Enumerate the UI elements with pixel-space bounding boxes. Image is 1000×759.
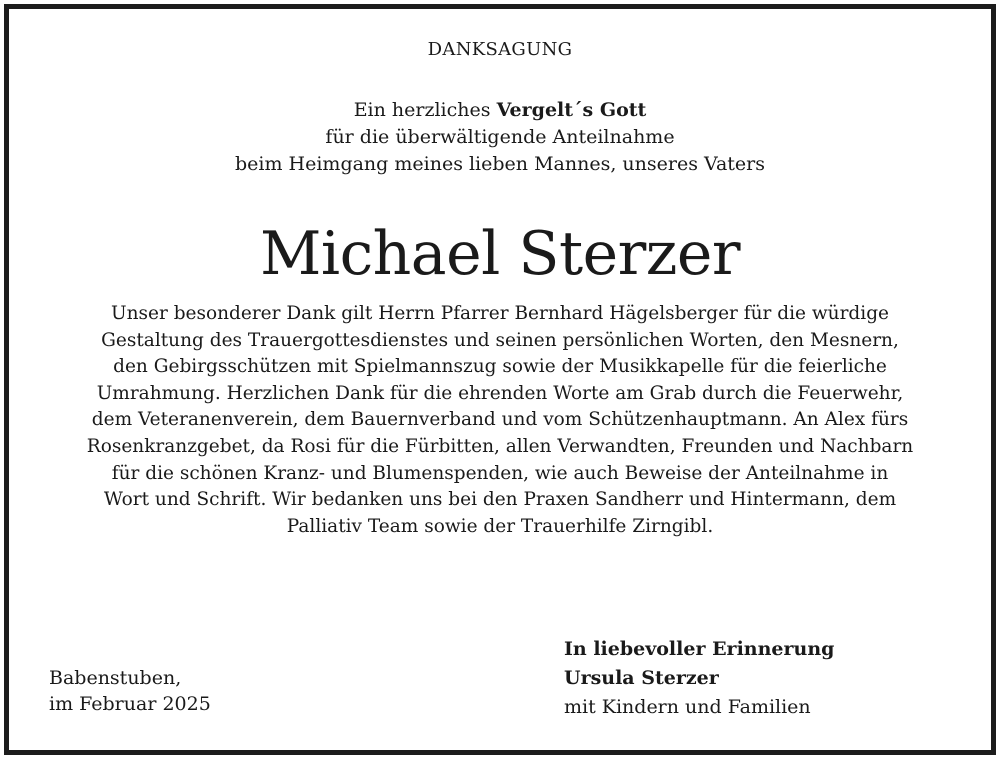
signature-line-1: In liebevoller Erinnerung bbox=[564, 638, 835, 660]
deceased-name: Michael Sterzer bbox=[259, 219, 741, 289]
heading: DANKSAGUNG bbox=[427, 39, 573, 60]
body-line: Rosenkranzgebet, da Rosi für die Fürbitten, allen Verwandten, Freunden und Nachbarn bbox=[86, 435, 914, 457]
intro-line-1-bold: Vergelt´s Gott bbox=[496, 99, 647, 121]
place-date: im Februar 2025 bbox=[49, 693, 211, 715]
obituary-frame bbox=[4, 4, 996, 755]
body-line: den Gebirgsschützen mit Spielmannszug sowie der Musikkapelle für die feierliche bbox=[113, 356, 887, 378]
place-town: Babenstuben, bbox=[49, 667, 182, 689]
body-line: dem Veteranenverein, dem Bauernverband und vom Schützenhauptmann. An Alex fürs bbox=[91, 409, 909, 431]
signature-line-3: mit Kindern und Familien bbox=[564, 696, 811, 718]
signature-name: Ursula Sterzer bbox=[564, 667, 719, 689]
body-line: Umrahmung. Herzlichen Dank für die ehrenden Worte am Grab durch die Feuerwehr, bbox=[96, 382, 904, 404]
intro-line-1 bbox=[9, 97, 991, 124]
body-text bbox=[29, 301, 971, 540]
place-and-date bbox=[49, 665, 211, 717]
intro-line-3: beim Heimgang meines lieben Mannes, unseres Vaters bbox=[235, 153, 765, 175]
intro-line-2: für die überwältigende Anteilnahme bbox=[325, 126, 675, 148]
body-line: Wort und Schrift. Wir bedanken uns bei den Praxen Sandherr und Hintermann, dem bbox=[103, 489, 897, 511]
signature-block bbox=[564, 635, 834, 722]
body-line: Palliativ Team sowie der Trauerhilfe Zirngibl. bbox=[286, 515, 714, 537]
body-line: Unser besonderer Dank gilt Herrn Pfarrer Bernhard Hägelsberger für die würdige bbox=[111, 303, 889, 324]
intro-line-1-prefix: Ein herzliches bbox=[353, 99, 497, 121]
intro-text bbox=[9, 97, 991, 178]
body-line: Gestaltung des Trauergottesdienstes und seinen persönlichen Worten, den Mesnern, bbox=[101, 329, 899, 351]
body-line: für die schönen Kranz- und Blumenspenden, wie auch Beweise der Anteilnahme in bbox=[111, 462, 889, 484]
